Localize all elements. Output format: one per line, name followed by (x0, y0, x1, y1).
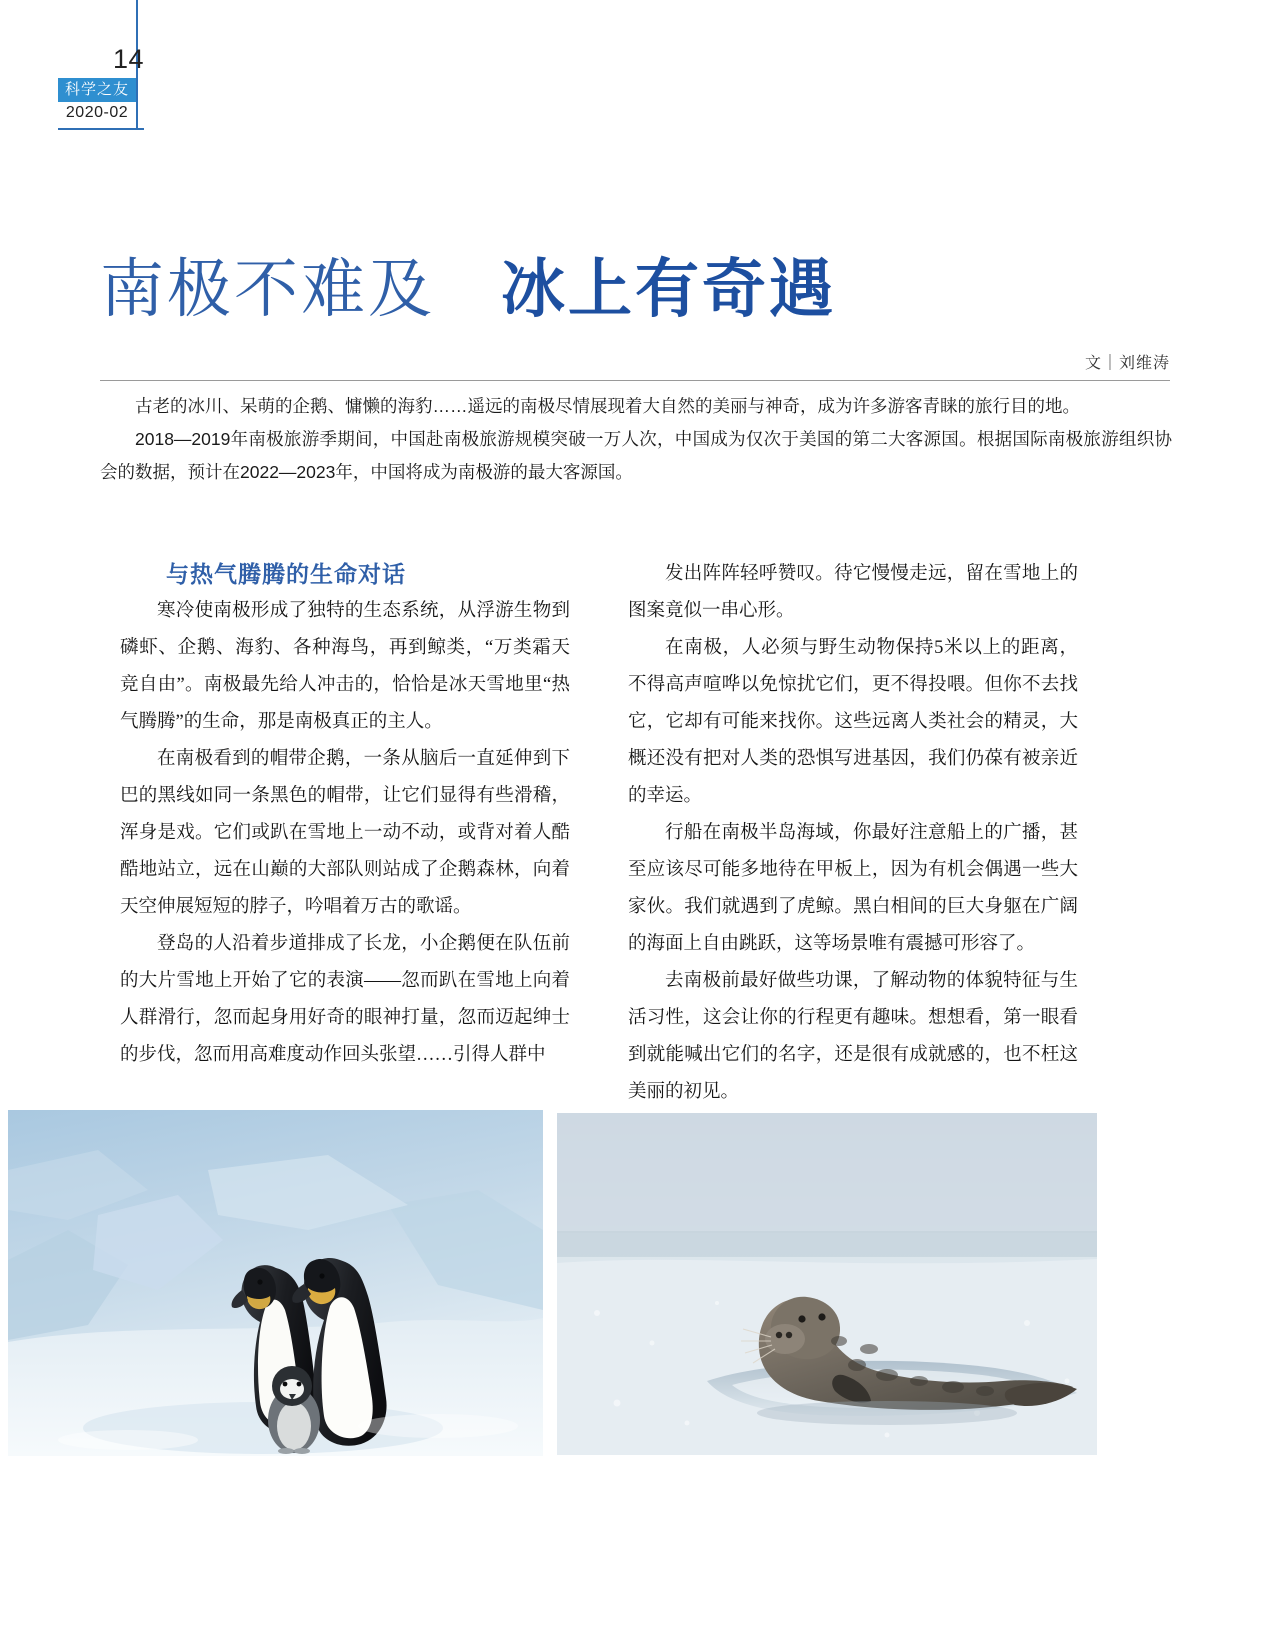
body-paragraph: 发出阵阵轻呼赞叹。待它慢慢走远，留在雪地上的图案竟似一串心形。 (628, 564, 1078, 621)
body-paragraph: 去南极前最好做些功课，了解动物的体貌特征与生活习性，这会让你的行程更有趣味。想想看，第一眼看到就能喊出它们的名字，还是很有成就感的，也不枉这美丽的初见。 (628, 971, 1078, 1102)
issue-date: 2020-02 (65, 104, 129, 121)
emperor-penguins-illustration (8, 1110, 543, 1456)
folio-rule-horizontal (58, 128, 144, 130)
lead-paragraph-1: 古老的冰川、呆萌的企鹅、慵懒的海豹……遥远的南极尽情展现着大自然的美丽与神奇，成为许多游客青睐的旅行目的地。 (135, 396, 1080, 416)
weddell-seal-photo (557, 1113, 1097, 1455)
magazine-name-badge: 科学之友 (58, 78, 136, 102)
body-paragraph: 在南极看到的帽带企鹅，一条从脑后一直延伸到下巴的黑线如同一条黑色的帽带，让它们显得有些滑稽，浑身是戏。它们或趴在雪地上一动不动，或背对着人酷酷地站立，远在山巅的大部队则站成了企鹅森林，向着天空伸展短短的脖子，吟唱着万古的歌谣。 (120, 749, 570, 917)
page-folio (58, 0, 144, 130)
body-column-left (120, 556, 570, 1074)
body-paragraph: 寒冷使南极形成了独特的生态系统，从浮游生物到磷虾、企鹅、海豹、各种海鸟，再到鲸类，“万类霜天竞自由”。南极最先给人冲击的，恰恰是冰天雪地里“热气腾腾”的生命，那是南极真正的主人。 (120, 601, 570, 732)
title-line (100, 238, 1170, 330)
lead-paragraph-2: 2018—2019年南极旅游季期间，中国赴南极旅游规模突破一万人次，中国成为仅次于美国的第二大客源国。根据国际南极旅游组织协会的数据，预计在2022—2023年，中国将成为南极游的最大客源国。 (100, 429, 1172, 482)
page-number: 14 (113, 44, 145, 74)
body-column-right (628, 556, 1078, 1111)
section-heading: 与热气腾腾的生命对话 (166, 561, 406, 587)
body-paragraph: 在南极，人必须与野生动物保持5米以上的距离，不得高声喧哗以免惊扰它们，更不得投喂。但你不去找它，它却有可能来找你。这些远离人类社会的精灵，大概还没有把对人类的恐惧写进基因，我们仍葆有被亲近的幸运。 (628, 638, 1078, 806)
author-byline: 文｜刘维涛 (1084, 355, 1170, 372)
body-paragraph: 行船在南极半岛海域，你最好注意船上的广播，甚至应该尽可能多地待在甲板上，因为有机会偶遇一些大家伙。我们就遇到了虎鲸。黑白相间的巨大身躯在广阔的海面上自由跳跃，这等场景唯有震撼可形容了。 (628, 823, 1078, 954)
article-title-block (100, 238, 1170, 372)
title-divider (100, 380, 1170, 381)
weddell-seal-illustration (557, 1113, 1097, 1455)
body-paragraph: 登岛的人沿着步道排成了长龙，小企鹅便在队伍前的大片雪地上开始了它的表演——忽而趴在雪地上向着人群滑行，忽而起身用好奇的眼神打量，忽而迈起绅士的步伐，忽而用高难度动作回头张望……引得人群中 (120, 934, 570, 1065)
article-lead (100, 390, 1172, 489)
emperor-penguins-photo (8, 1110, 543, 1456)
page-title-part-two: 冰上有奇遇 (501, 253, 836, 325)
page-title-part-one: 南极不难及 (100, 253, 435, 325)
